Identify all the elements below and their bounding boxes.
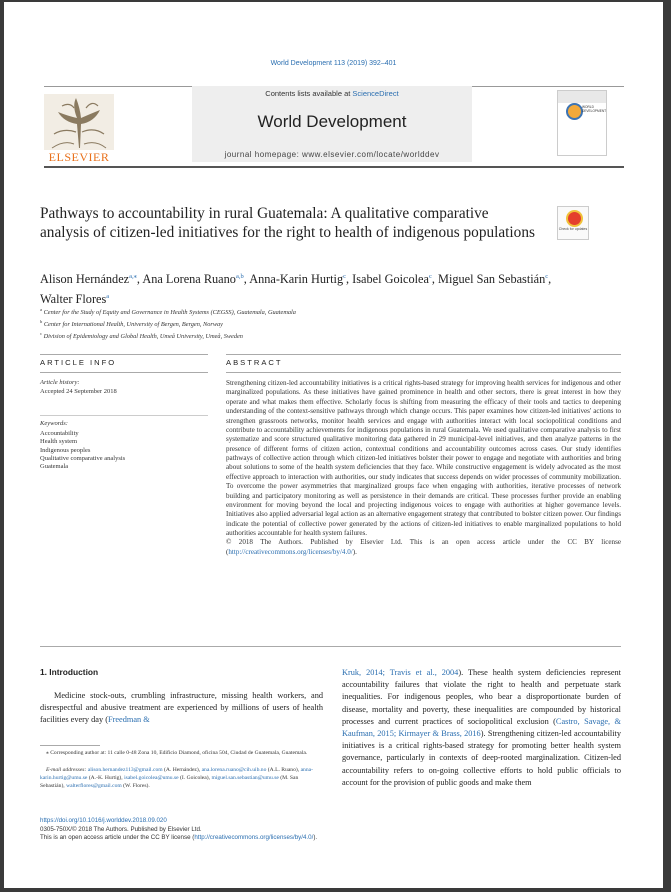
cover-band	[558, 91, 606, 103]
license-link[interactable]: http://creativecommons.org/licenses/by/4.0/	[228, 547, 353, 556]
license-line: © 2018 The Authors. Published by Elsevier Ltd. This is an open access article under the CC BY license (http://creativecommons.org/licenses/by/4.0/).	[226, 538, 621, 556]
author[interactable]: Miguel San Sebastián$^c$,	[438, 272, 552, 287]
citation-link[interactable]: Castro, Savage, & Kaufman, 2015; Kirmayer & Brass, 2016	[342, 716, 621, 739]
header-rule-bottom	[44, 166, 624, 168]
citation-link[interactable]: Kruk, 2014; Travis et al., 2004	[342, 668, 459, 677]
author[interactable]: Ana Lorena Ruano$^{a,b}$,	[142, 272, 250, 287]
intro-left-column: Medicine stock-outs, crumbling infrastructure, missing health workers, and disrespectful and abusive treatment are experienced by millions of users of health facilities every day (Freedman &	[40, 691, 323, 725]
article-info-rule-top	[40, 354, 208, 355]
article-info-heading: ARTICLE INFO	[40, 358, 117, 367]
open-access-line: This is an open access article under the CC BY license (http://creativecommons.org/licenses/by/4.0/).	[40, 834, 318, 841]
keywords-label: Keywords:	[40, 420, 68, 427]
email-link[interactable]: isabel.goicolea@umu.se	[124, 775, 179, 782]
abstract-text: Strengthening citizen-led accountability initiatives is a critical rights-based strategy for improving health services for indigenous and other marginalized populations. As these initiatives have gained prominence in health and other sectors, there is great interest in how they operate and what makes them effective. Scholarly focus is shifting from measuring the efficacy of their tools and tactics to deepening understanding of the context-sensitive pathways through which change occurs. This paper examines how citizen-led initiatives' actions to strengthen grassroots networks, monitor health services and engage with authorities interact with local sociopolitical conditions and contribute to accountability achievements for indigenous populations in rural Guatemala. We used qualitative comparative analysis to first systematize and score structured qualitative monitoring data gathered in 29 municipal-level initiatives, and then analyze patterns in the presence of different forms of citizen action, contextual conditions and accountability outcomes across cases. Our study identifies pathways of collective action through which citizen-led initiatives bolster their power to engage and negotiate with authorities and bring about solutions to some of the health system deficiencies that they face. While constructive engagement is widely advocated as the most effective approach to interaction with authorities, our study indicates that success depends on wider processes of community mobilization. To overcome the power asymmetries that marginalized groups face when engaging with authorities, iterative processes of network building and participatory monitoring as well as persistence in their demands are critical. These processes further provide an enabling environment for moving beyond the local and projecting indigenous voices to engage with authorities at higher governance levels. Initiatives also applied adversarial legal action as an alternative engagement strategy that contributed to bolster citizen power. Our findings indicate the potential of collective power generated by the actions of citizen-led initiatives to enable marginalized populations to hold authorities accountable for health system failures.	[226, 379, 621, 537]
contents-prefix: Contents lists available at	[265, 89, 351, 98]
abstract-rule	[226, 372, 621, 373]
section-heading-introduction: 1. Introduction	[40, 667, 99, 677]
affiliations	[40, 305, 640, 341]
abstract-rule-bottom	[40, 646, 621, 647]
article-page	[4, 2, 663, 888]
history-label: Article history:	[40, 379, 80, 386]
email-addresses: E-mail addresses: alison.hernandez113@gmail.com (A. Hernández), ana.lorena.ruano@cih.uib.no (A.L. Ruano), anna-karin.hurtig@umu.se (A.-K. Hurtig), isabel.goicolea@umu.se (I. Goicolea), miguel.san.sebastian@umu.se (M. San Sebastián), walterflores@gmail.com (W. Flores).	[40, 767, 313, 790]
author[interactable]: Anna-Karin Hurtig$^c$,	[249, 272, 353, 287]
author-list	[40, 268, 640, 308]
license-link[interactable]: http://creativecommons.org/licenses/by/4.0/	[194, 834, 314, 841]
citation-link[interactable]: Freedman &	[107, 715, 150, 725]
abstract-rule-top	[226, 354, 621, 355]
journal-reference[interactable]: World Development 113 (2019) 392–401	[270, 60, 397, 67]
doi-link[interactable]: https://doi.org/10.1016/j.worlddev.2018.09.020	[40, 817, 167, 824]
contents-line	[192, 89, 472, 98]
email-link[interactable]: anna-karin.hurtig@umu.se	[40, 767, 313, 782]
check-for-updates-badge[interactable]	[557, 206, 589, 240]
cover-title: WORLD DEVELOPMENT	[582, 105, 607, 113]
elsevier-wordmark: ELSEVIER	[48, 150, 110, 164]
email-link[interactable]: alison.hernandez113@gmail.com	[87, 767, 163, 773]
corresponding-author: ⁎ Corresponding author at: 11 calle 0-48 Zona 10, Edificio Diamond, oficina 504, Ciudad de Guatemala, Guatemala.	[46, 750, 308, 756]
intro-right-column: Kruk, 2014; Travis et al., 2004). These health system deficiencies represent accountability failures that violate the right to health and perpetuate stark inequalities. For indigenous peoples, who bear a disproportionate burden of disease, mortality and poverty, these inequalities are compounded by historical processes and current practices of sociopolitical exclusion (Castro, Savage, & Kaufman, 2015; Kirmayer & Brass, 2016). Strengthening citizen-led accountability initiatives is a critical rights-based strategy for promoting better health system governance, particularly in contexts of deep-rooted marginalization. Citizen-led accountability refers to on-going collective efforts to hold public officials to account for the provision of public goods and make them	[342, 668, 621, 787]
sciencedirect-link[interactable]: ScienceDirect	[352, 89, 399, 98]
footnote-rule	[40, 745, 100, 746]
elsevier-tree-logo	[44, 94, 114, 150]
article-info-rule	[40, 372, 208, 373]
keywords-rule	[40, 415, 208, 416]
journal-cover-thumbnail[interactable]	[557, 90, 607, 156]
email-link[interactable]: walterflores@gmail.com	[66, 783, 122, 790]
email-link[interactable]: miguel.san.sebastian@umu.se	[211, 775, 279, 782]
author[interactable]: Alison Hernández$^{a,⁎}$,	[40, 272, 143, 287]
article-title: Pathways to accountability in rural Guatemala: A qualitative comparative analysis of citizen-led initiatives for the right to health of indigenous populations	[40, 205, 535, 241]
keyword: Qualitative comparative analysis	[40, 454, 126, 462]
keyword: Accountability	[40, 430, 79, 437]
journal-title: World Development	[257, 112, 407, 131]
keyword: Indigenous peoples	[40, 446, 91, 454]
accepted-date: Accepted 24 September 2018	[40, 388, 117, 395]
abstract-body	[226, 379, 621, 557]
cover-globe-icon	[566, 103, 583, 120]
affiliation: $^b$ Center for International Health, University of Bergen, Bergen, Norway	[40, 319, 223, 329]
email-link[interactable]: ana.lorena.ruano@cih.uib.no	[201, 767, 267, 773]
check-updates-label: Check for updates	[558, 227, 588, 231]
journal-homepage[interactable]: journal homepage: www.elsevier.com/locate/worlddev	[224, 150, 440, 159]
author[interactable]: Isabel Goicolea$^c$,	[352, 272, 439, 287]
check-updates-icon	[566, 210, 583, 227]
keyword: Guatemala	[40, 463, 69, 471]
affiliation: $^a$ Center for the Study of Equity and Governance in Health Systems (CEGSS), Guatemala, Guatemala	[40, 307, 296, 317]
affiliation: $^c$ Division of Epidemiology and Global Health, Umeå University, Umeå, Sweden	[40, 331, 243, 341]
keyword: Health system	[40, 438, 78, 446]
publication-info	[40, 817, 317, 843]
abstract-heading: ABSTRACT	[226, 358, 283, 367]
author[interactable]: Walter Flores$^a$	[40, 292, 110, 307]
issn-line: 0305-750X/© 2018 The Authors. Published by Elsevier Ltd.	[40, 825, 202, 833]
keywords-list	[40, 430, 125, 471]
